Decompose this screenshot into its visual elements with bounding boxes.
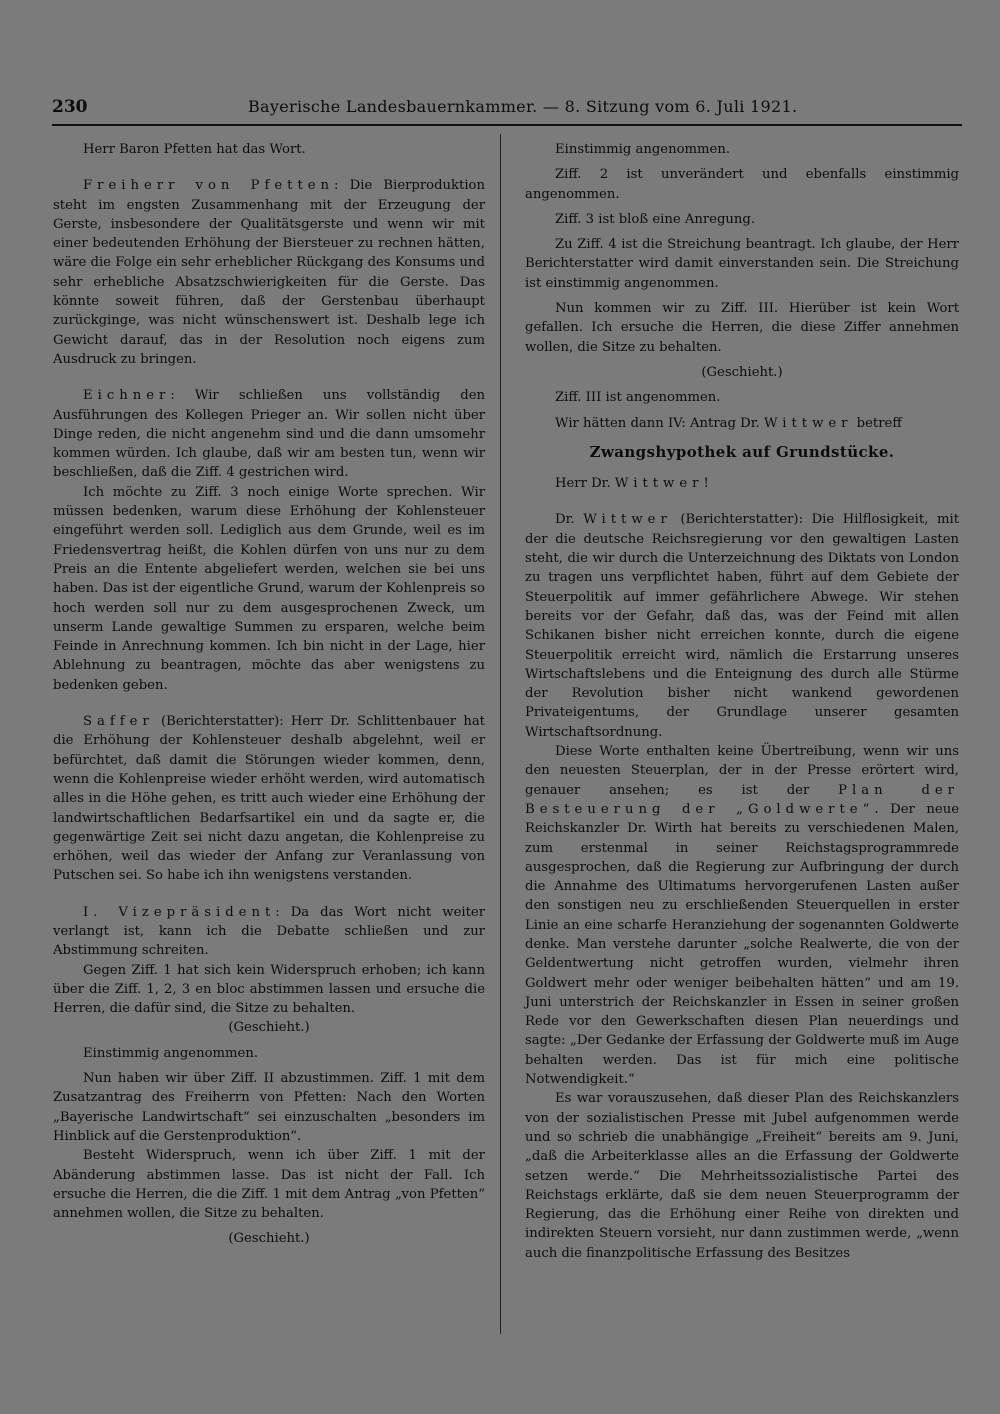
- paragraph: [525, 742, 959, 1089]
- speech-text: (Berichterstatter): Die Hilflosigkeit, mit der die deutsche Reichsregierung vor den gewaltigen Lasten steht, die wir durch die Unterzeichnung des Diktats von London zu tragen uns verpflichtet haben, führt auf dem Gebiete der Steuerpolitik auf immer gefährlichere Abwege. Wir stehen bereits vor der Gefahr, daß das, was der Feind mit allen Schikanen bisher nicht erreichen konnte, durch die eigene Steuerpolitik erreicht wird, nämlich die Erstarrung unseres Wirtschaftslebens und die Enteignung des durch alle Stürme der Revolution bisher nicht wankend gewordenen Privateigentums, der Grundlage unserer gesamten Wirtschaftsordnung.: [525, 512, 960, 740]
- right-column: [525, 140, 959, 1263]
- speaker-name: Freiherr von Pfetten: [83, 178, 335, 194]
- speaker-name: Eichner: [83, 388, 171, 404]
- paragraph: Nun kommen wir zu Ziff. III. Hierüber ist kein Wort gefallen. Ich ersuche die Herren, die diese Ziffer annehmen wollen, die Sitze zu behalten.: [525, 301, 959, 355]
- text-run: !: [703, 476, 709, 492]
- section-heading: Zwangshypothek auf Grundstücke.: [589, 442, 895, 461]
- text-run: Dr.: [555, 512, 584, 528]
- paragraph: Besteht Widerspruch, wenn ich über Ziff. 1 mit der Abänderung abstimmen lasse. Das ist nicht der Fall. Ich ersuche die Herren, die die Ziff. 1 mit dem Antrag „von Pfetten“ annehmen wollen, die Sitze zu behalten.: [53, 1148, 485, 1222]
- paragraph: Zu Ziff. 4 ist die Streichung beantragt. Ich glaube, der Herr Berichterstatter wird damit einverstanden sein. Die Streichung ist einstimmig angenommen.: [525, 237, 959, 291]
- speaker-name: Wittwer: [614, 476, 704, 492]
- paragraph: [525, 414, 959, 433]
- paragraph: Ziff. 3 ist bloß eine Anregung.: [555, 211, 756, 227]
- paragraph: Es war vorauszusehen, daß dieser Plan des Reichskanzlers von der sozialistischen Presse mit Jubel aufgenommen werde und so schrieb die unabhängige „Freiheit“ bereits am 9. Juni, „daß die Arbeiterklasse alles an die Erfassung der Goldwerte setzen werde.“ Die Mehrheitssozialistische Partei des Reichstags erklärte, daß sie dem neuen Steuerprogramm der Regierung, das die Erhöhung einer Reihe von direkten und indirekten Steuern vorsieht, nur dann zustimmen werde, „wenn auch die finanzpolitische Erfassung des Besitzes: [525, 1091, 959, 1261]
- paragraph: [53, 176, 485, 369]
- paragraph: [525, 474, 959, 493]
- text-run: Wir hätten dann IV: Antrag Dr.: [555, 415, 764, 431]
- paragraph: Ziff. 2 ist unverändert und ebenfalls einstimmig angenommen.: [525, 167, 959, 202]
- paragraph: Einstimmig angenommen.: [83, 1045, 259, 1061]
- stage-direction: (Geschieht.): [701, 364, 783, 380]
- column-divider: [500, 134, 501, 1334]
- page-number: 230: [52, 97, 88, 117]
- speaker-name: I. Vizepräsident: [83, 904, 276, 920]
- paragraph: Einstimmig angenommen.: [555, 142, 731, 157]
- text-run: betreff: [852, 415, 902, 431]
- speech-text: : Die Bierproduktion steht im engsten Zusammenhang mit der Erzeugung der Gerste, insbesondere der Qualitätsgerste und wenn wir mit einer bedeutenden Erhöhung der Biersteuer zu rechnen hätten, wäre die Folge ein sehr erheblicher Rückgang des Konsums und sehr erhebliche Absatzschwierigkeiten für die Gerste. Das könnte soweit führen, daß der Gerstenbau überhaupt zurückginge, was nicht wünschenswert ist. Deshalb lege ich Gewicht darauf, das in der Resolution noch eigens zum Ausdruck zu bringen.: [53, 178, 485, 367]
- paragraph: Ziff. III ist angenommen.: [555, 390, 721, 406]
- paragraph: [53, 903, 485, 961]
- paragraph: Herr Baron Pfetten hat das Wort.: [83, 142, 306, 157]
- text-run: Diese Worte enthalten keine Übertreibung, wenn wir uns den neuesten Steuerplan, der in der Presse erörtert wird, genauer ansehen; es ist der: [525, 744, 959, 798]
- text-run: . Der neue Reichskanzler Dr. Wirth hat bereits zu verschiedenen Malen, zum erstenmal in seiner Reichstagsprogrammrede ausgesprochen, daß die Regierung zur Aufbringung der durch die Annahme des Ultimatums hervorgerufenen Lasten außer den sonstigen neu zu erschließenden Steuerquellen in erster Linie an eine scharfe Heranziehung der sogenannten Goldwerte denke. Man verstehe darunter „solche Realwerte, die von der Geldentwertung nicht getroffen wurden, vielmehr ihren Goldwert mehr oder weniger beibehalten hätten“ und am 19. Juni unterstrich der Reichskanzler in Essen in seiner großen Rede vor den Gewerkschaften diesen Plan neuerdings und sagte: „Der Gedanke der Erfassung der Goldwerte muß im Auge behalten werden. Das ist für mich eine politische Notwendigkeit.“: [525, 801, 959, 1088]
- left-column: [53, 140, 485, 1249]
- stage-direction: (Geschieht.): [228, 1231, 310, 1247]
- paragraph: [53, 712, 485, 886]
- page-header: [52, 97, 956, 121]
- paragraph: Ich möchte zu Ziff. 3 noch einige Worte sprechen. Wir müssen bedenken, warum diese Erhöhung der Kohlensteuer eingeführt werden soll. Lediglich aus dem Grunde, weil es im Friedensvertrag heißt, die Kohlen dürfen von uns nur zu dem Preis an die Entente abgeliefert werden, welchen sie bei uns haben. Das ist der eigentliche Grund, warum der Kohlenpreis so hoch werden soll nur zu dem ausgesprochenen Zweck, um unserm Lande gewaltige Summen zu ersparen, welche beim Feinde in Anrechnung kommen. Ich bin nicht in der Lage, hier Ablehnung zu beantragen, möchte das aber wenigstens zu bedenken geben.: [53, 484, 485, 693]
- paragraph: [53, 386, 485, 482]
- spaced-emphasis: Plan der Besteuerung der „Goldwerte“: [525, 782, 959, 817]
- paragraph: Gegen Ziff. 1 hat sich kein Widerspruch erhoben; ich kann über die Ziff. 1, 2, 3 en bloc abstimmen lassen und ersuche die Herren, die dafür sind, die Sitze zu behalten.: [53, 962, 485, 1017]
- speech-text: : Da das Wort nicht weiter verlangt ist, kann ich die Debatte schließen und zur Abstimmung schreiten.: [53, 904, 485, 959]
- text-run: Herr Dr.: [555, 476, 615, 492]
- stage-direction: (Geschieht.): [228, 1020, 310, 1036]
- speaker-name: Saffer: [83, 714, 154, 730]
- running-title: Bayerische Landesbauernkammer. — 8. Sitzung vom 6. Juli 1921.: [248, 97, 798, 116]
- paragraph: Nun haben wir über Ziff. II abzustimmen. Ziff. 1 mit dem Zusatzantrag des Freiherrn von Pfetten: Nach den Worten „Bayerische Landwirtschaft“ sei einzuschalten „besonders im Hinblick auf die Gerstenproduktion“.: [53, 1071, 485, 1144]
- speech-text: : Wir schließen uns vollständig den Ausführungen des Kollegen Prieger an. Wir sollen nicht über Dinge reden, die nicht angenehm sind und die dann umsomehr kommen würden. Ich glaube, daß wir am besten tun, wenn wir beschließen, daß die Ziff. 4 gestrichen wird.: [53, 388, 485, 481]
- paragraph: [525, 510, 959, 742]
- speaker-name: Wittwer: [763, 415, 853, 431]
- speaker-name: Wittwer: [583, 512, 672, 528]
- speech-text: (Berichterstatter): Herr Dr. Schlittenbauer hat die Erhöhung der Kohlensteuer deshalb abgelehnt, weil er befürchtet, daß damit die Störungen wieder kommen, denn, wenn die Kohlenpreise wieder erhöht werden, wird automatisch alles in die Höhe gehen, es tritt auch wieder eine Erhöhung der landwirtschaftlichen Bedarfsartikel ein und da sagte er, die gegenwärtige Zeit sei nicht dazu angetan, die Kohlenpreise zu erhöhen, weil das wieder der Anfang zur Veranlassung von Putschen sei. So habe ich ihn wenigstens verstanden.: [53, 714, 485, 884]
- header-rule: [52, 124, 962, 126]
